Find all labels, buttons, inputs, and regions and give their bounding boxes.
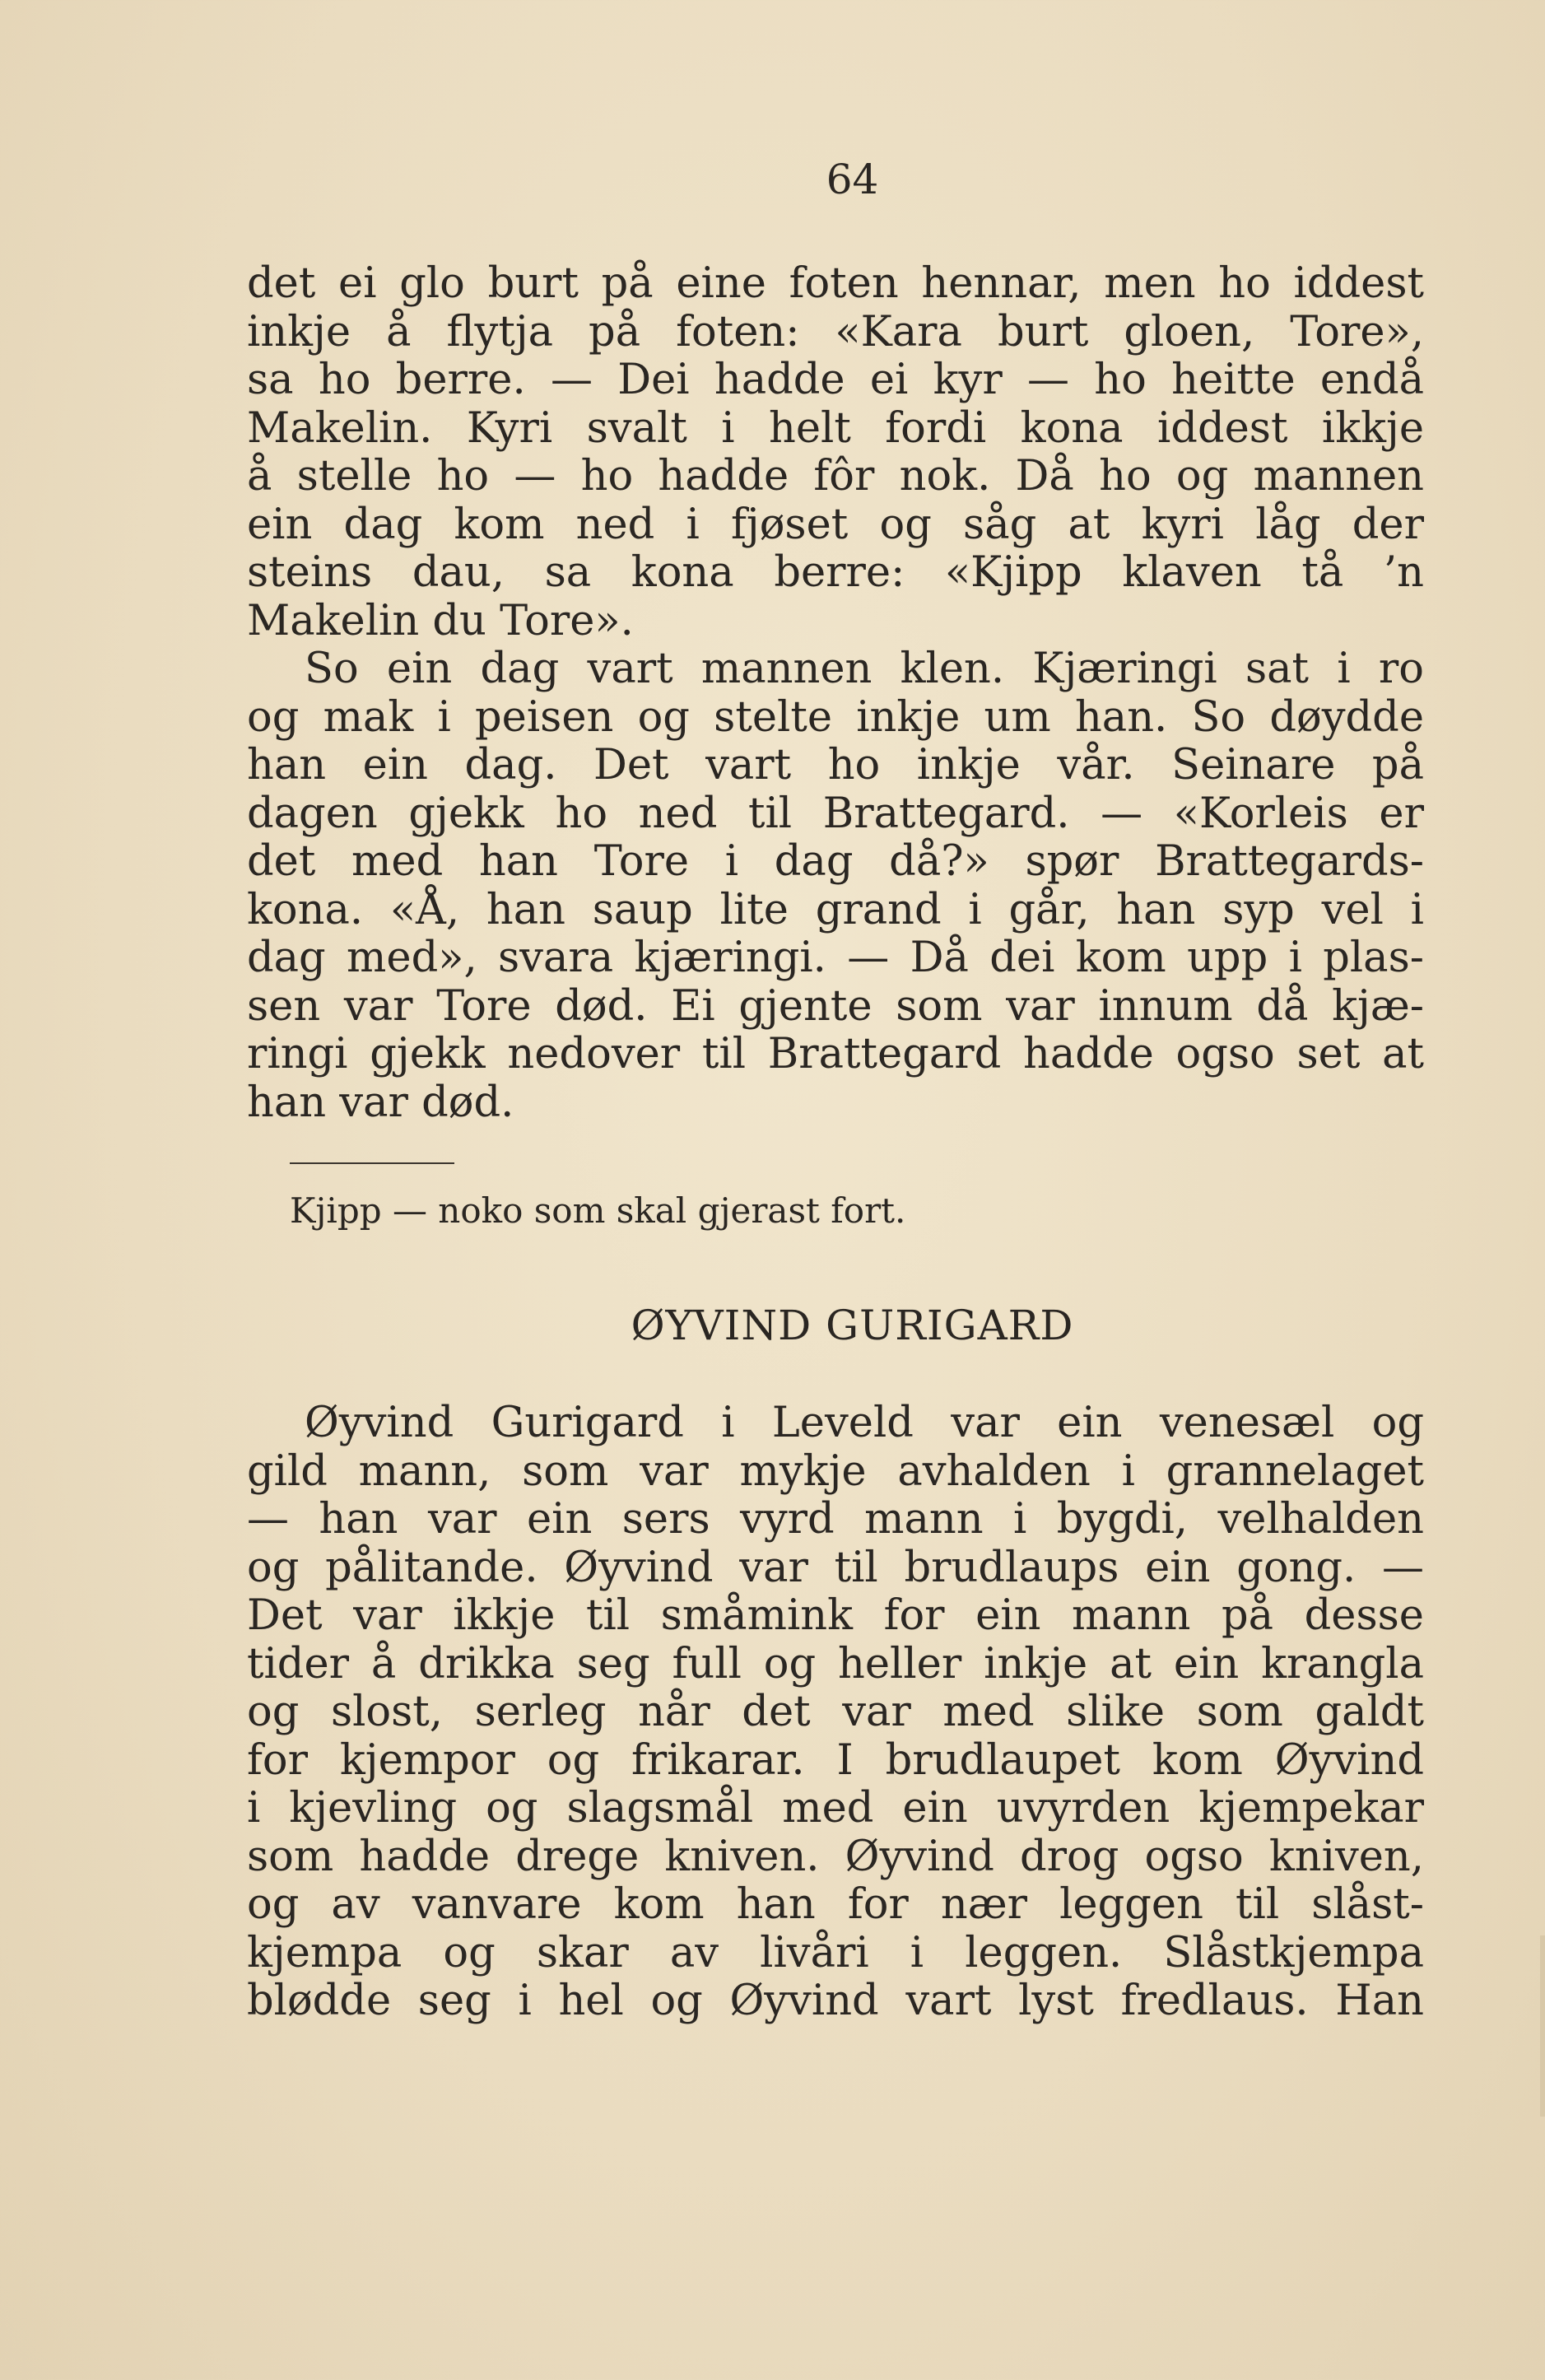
- text-line: Makelin. Kyri svalt i helt fordi kona iddest ikkje: [247, 403, 1424, 453]
- text-line: for kjempor og frikarar. I brudlaupet kom Øyvind: [247, 1735, 1424, 1785]
- section-heading: ØYVIND GURIGARD: [631, 1302, 1074, 1349]
- text-line: Øyvind Gurigard i Leveld var ein venesæl og: [305, 1399, 1424, 1447]
- text-line: — han var ein sers vyrd mann i bygdi, velhalden: [247, 1495, 1424, 1544]
- text-line: So ein dag vart mannen klen. Kjæringi sat i ro: [305, 645, 1424, 693]
- text-line: dagen gjekk ho ned til Brattegard. — «Korleis er: [247, 789, 1424, 838]
- text-line: ein dag kom ned i fjøset og såg at kyri låg der: [247, 500, 1424, 549]
- text-line: og slost, serleg når det var med slike som galdt: [247, 1688, 1424, 1736]
- text-line: sa ho berre. — Dei hadde ei kyr — ho heitte endå: [247, 356, 1424, 404]
- text-line: inkje å flytja på foten: «Kara burt gloen, Tore»,: [247, 307, 1424, 356]
- footnote: Kjipp — noko som skal gjerast fort.: [290, 1190, 906, 1231]
- page-edge-mark: [1540, 1935, 1545, 2117]
- text-line: i kjevling og slagsmål med ein uvyrden kjempekar: [247, 1784, 1424, 1833]
- text-line: det med han Tore i dag då?» spør Brattegards-: [247, 837, 1424, 886]
- text-line: gild mann, som var mykje avhalden i grannelaget: [247, 1446, 1424, 1496]
- text-line: og pålitande. Øyvind var til brudlaups ein gong. —: [247, 1543, 1424, 1592]
- text-line: som hadde drege kniven. Øyvind drog ogso kniven,: [247, 1832, 1424, 1881]
- text-line: han var død.: [247, 1078, 514, 1127]
- section-text: [247, 1400, 1424, 2026]
- text-line: å stelle ho — ho hadde fôr nok. Då ho og mannen: [247, 452, 1424, 501]
- text-line: dag med», svara kjæringi. — Då dei kom upp i plas-: [247, 934, 1424, 982]
- text-line: sen var Tore død. Ei gjente som var innum då kjæ-: [247, 981, 1424, 1031]
- footnote-divider: [290, 1162, 454, 1164]
- text-line: Makelin du Tore».: [247, 596, 634, 645]
- text-line: han ein dag. Det vart ho inkje vår. Seinare på: [247, 741, 1424, 789]
- text-line: og mak i peisen og stelte inkje um han. So døydde: [247, 692, 1424, 742]
- text-line: kjempa og skar av livåri i leggen. Slåstkjempa: [247, 1928, 1424, 1977]
- text-line: blødde seg i hel og Øyvind vart lyst fredlaus. Han: [247, 1977, 1424, 2025]
- text-line: kona. «Å, han saup lite grand i går, han syp vel i: [247, 885, 1424, 934]
- text-line: Det var ikkje til småmink for ein mann på desse: [247, 1591, 1424, 1640]
- page-number: 64: [826, 156, 879, 203]
- text-line: og av vanvare kom han for nær leggen til slåst-: [247, 1880, 1424, 1929]
- text-line: tider å drikka seg full og heller inkje at ein krangla: [247, 1639, 1424, 1688]
- text-line: steins dau, sa kona berre: «Kjipp klaven tå ’n: [247, 548, 1424, 597]
- story-text-continued: [247, 260, 1424, 1127]
- text-line: det ei glo burt på eine foten hennar, men ho iddest: [247, 259, 1424, 308]
- text-line: ringi gjekk nedover til Brattegard hadde ogso set at: [247, 1030, 1424, 1078]
